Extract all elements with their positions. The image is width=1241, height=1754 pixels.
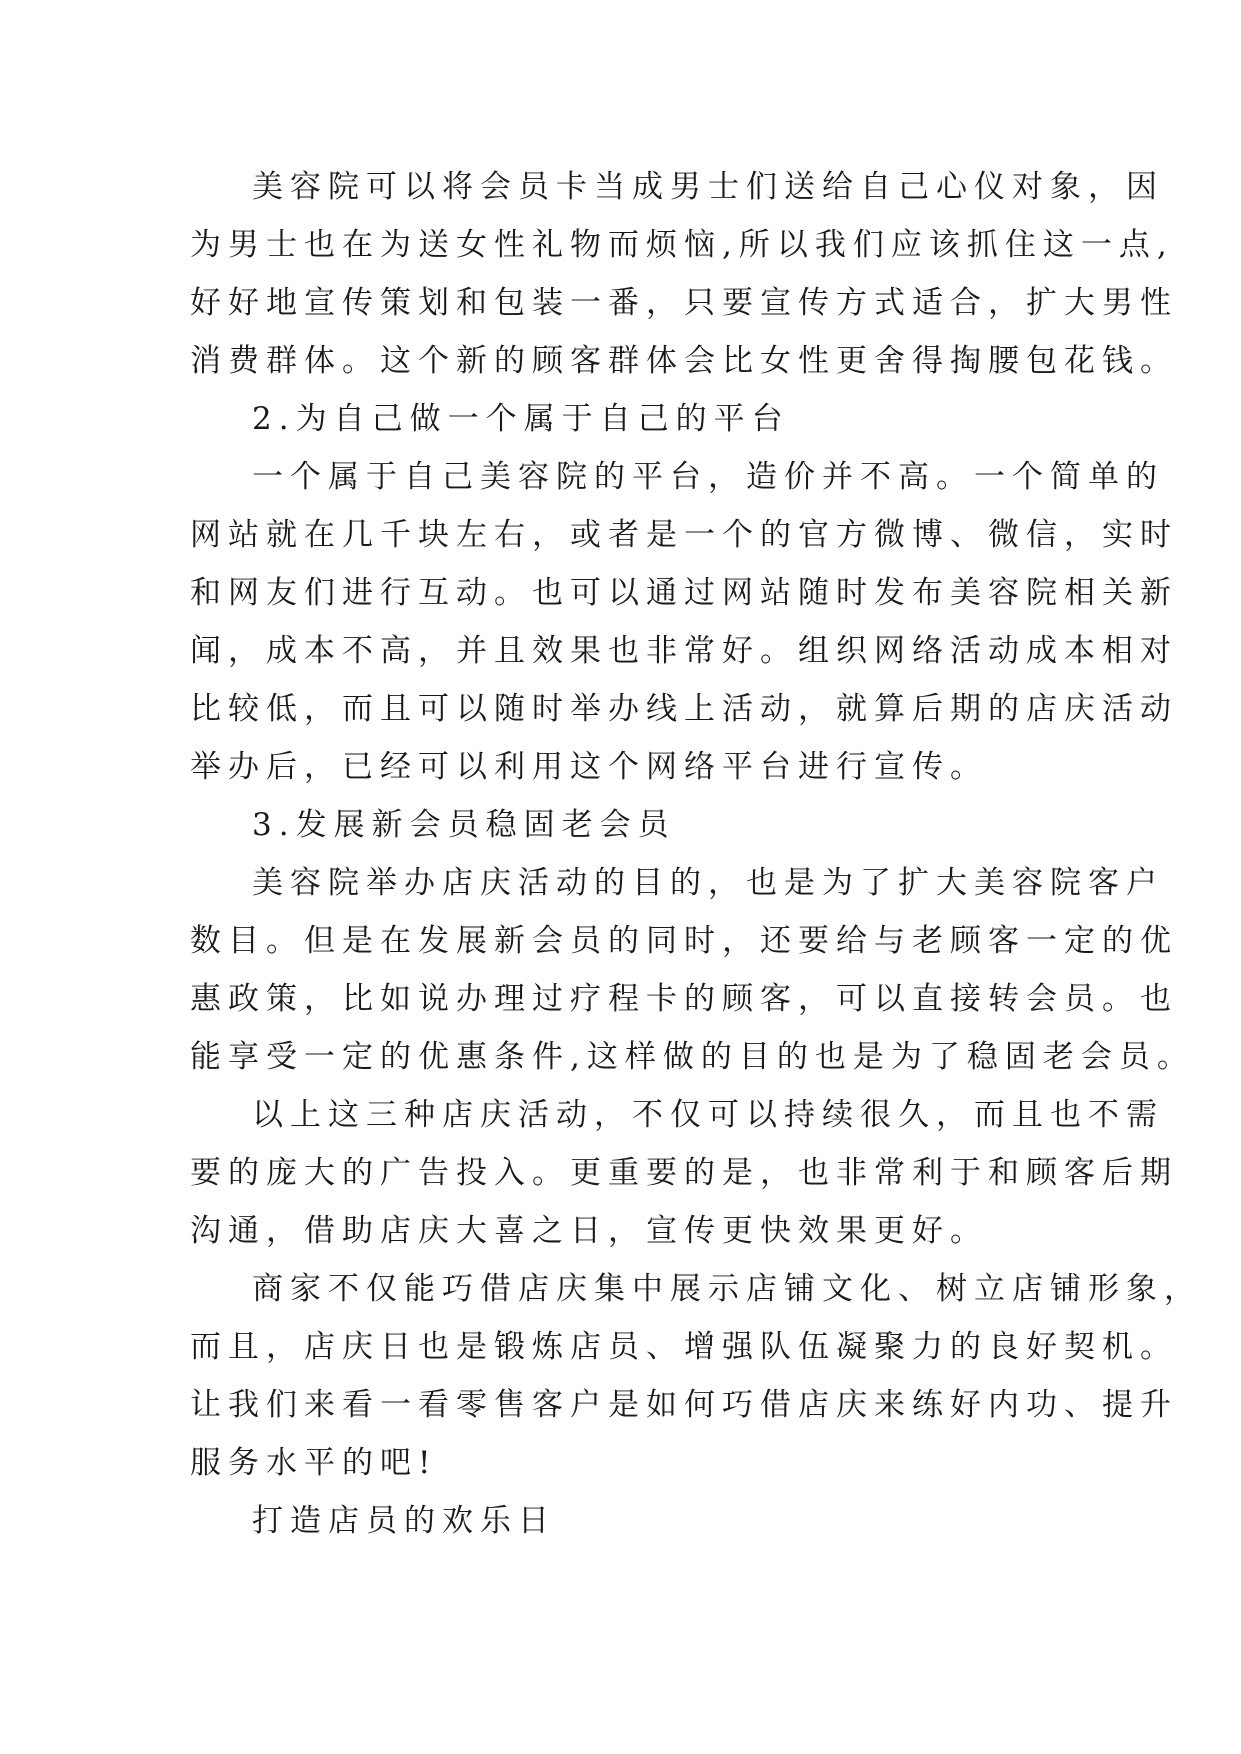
paragraph-line: 举办后，已经可以利用这个网络平台进行宣传。: [190, 749, 988, 785]
paragraph-line: 和网友们进行互动。也可以通过网站随时发布美容院相关新: [190, 575, 1178, 611]
paragraph-line: 沟通，借助店庆大喜之日，宣传更快效果更好。: [190, 1213, 988, 1249]
paragraph-line: 美容院可以将会员卡当成男士们送给自己心仪对象，因: [252, 169, 1164, 205]
paragraph-line: 为男士也在为送女性礼物而烦恼,所以我们应该抓住这一点,: [190, 227, 1174, 263]
paragraph-line: 闻，成本不高，并且效果也非常好。组织网络活动成本相对: [190, 633, 1178, 669]
paragraph-line: 商家不仅能巧借店庆集中展示店铺文化、树立店铺形象，: [252, 1271, 1202, 1307]
paragraph-line: 网站就在几千块左右，或者是一个的官方微博、微信，实时: [190, 517, 1178, 553]
paragraph-line: 一个属于自己美容院的平台，造价并不高。一个简单的: [252, 459, 1164, 495]
paragraph-line: 而且，店庆日也是锻炼店员、增强队伍凝聚力的良好契机。: [190, 1329, 1178, 1365]
paragraph-line: 比较低，而且可以随时举办线上活动，就算后期的店庆活动: [190, 691, 1178, 727]
paragraph-line: 服务水平的吧!: [190, 1445, 438, 1481]
section-heading: 3.发展新会员稳固老会员: [252, 807, 676, 843]
section-heading: 2.为自己做一个属于自己的平台: [252, 401, 790, 437]
paragraph-line: 美容院举办店庆活动的目的，也是为了扩大美容院客户: [252, 865, 1164, 901]
section-heading: 打造店员的欢乐日: [252, 1503, 556, 1539]
paragraph-line: 消费群体。这个新的顾客群体会比女性更舍得掏腰包花钱。: [190, 343, 1178, 379]
paragraph-line: 数目。但是在发展新会员的同时，还要给与老顾客一定的优: [190, 923, 1178, 959]
paragraph-line: 要的庞大的广告投入。更重要的是，也非常利于和顾客后期: [190, 1155, 1178, 1191]
paragraph-line: 以上这三种店庆活动，不仅可以持续很久，而且也不需: [252, 1097, 1164, 1133]
paragraph-line: 好好地宣传策划和包装一番，只要宣传方式适合，扩大男性: [190, 285, 1178, 321]
paragraph-line: 惠政策，比如说办理过疗程卡的顾客，可以直接转会员。也: [190, 981, 1178, 1017]
paragraph-line: 能享受一定的优惠条件,这样做的目的也是为了稳固老会员。: [190, 1039, 1195, 1075]
paragraph-line: 让我们来看一看零售客户是如何巧借店庆来练好内功、提升: [190, 1387, 1178, 1423]
